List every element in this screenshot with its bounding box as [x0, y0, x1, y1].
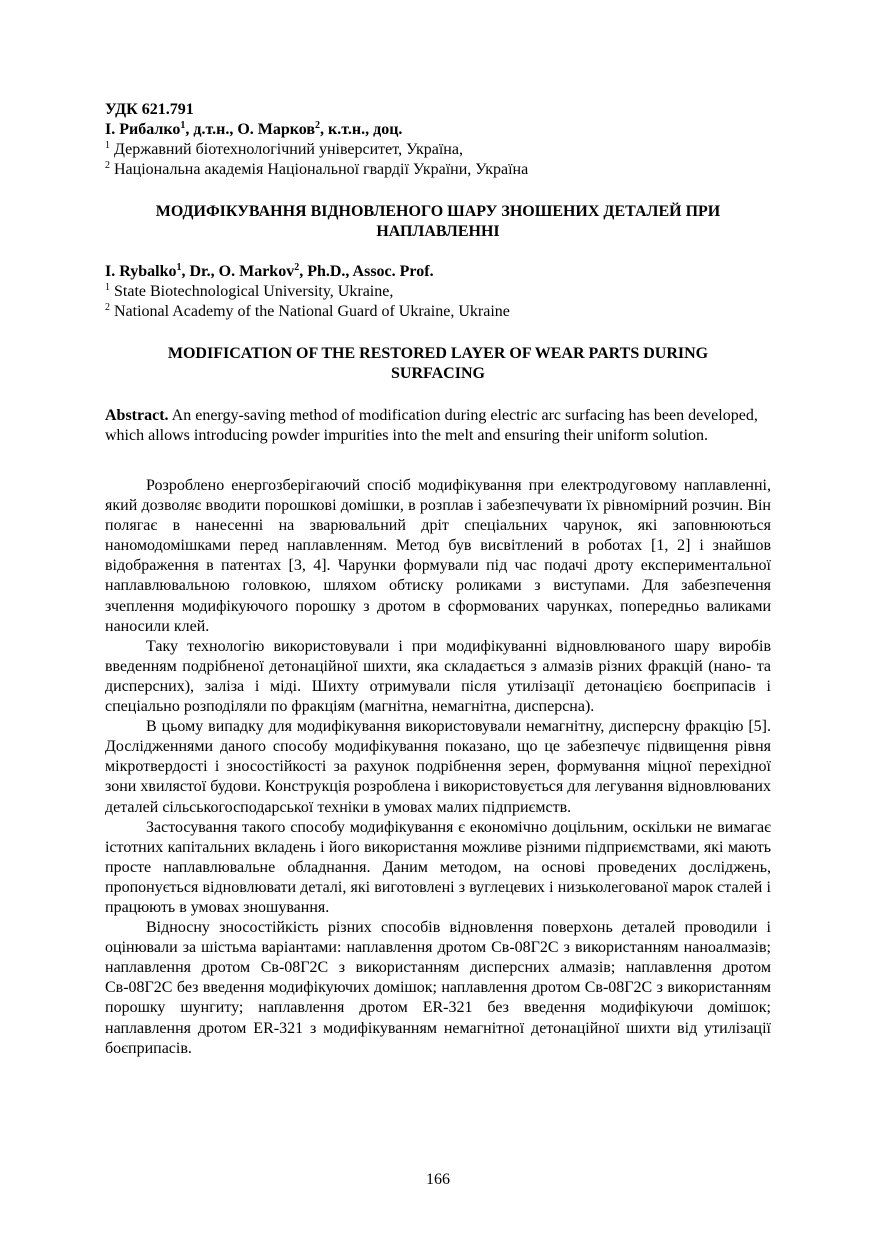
affiliation-en-2-text: National Academy of the National Guard of Ukraine, Ukraine: [110, 303, 510, 320]
author1-affil-mark-en: 1: [176, 262, 182, 273]
page-content: [105, 100, 771, 1059]
body-paragraph-2: Таку технологію використовували і при модифікуванні відновлюваного шару виробів введенням подрібненої детонаційної шихти, яка складається з алмазів різних фракцій (нано- та дисперсних), заліза і міді. Шихту отримували після утилізації детонацією боєприпасів і спеціально розподіляли по фракціям (магнітна, немагнітна, дисперсна).: [105, 637, 771, 716]
affiliation-ua-2-text: Національна академія Національної гвардії України, Україна: [110, 161, 529, 178]
abstract-text: An energy-saving method of modification during electric arc surfacing has been developed, which allows introducing powder impurities into the melt and ensuring their uniform solution.: [105, 407, 758, 444]
abstract: [105, 406, 771, 446]
author2-name-en: O. Markov: [218, 263, 295, 280]
affiliation-ua-1-text: Державний біотехнологічний університет, Україна,: [110, 141, 463, 158]
affiliation-ua-2-mark: 2: [105, 160, 110, 171]
author2-affil-mark-ua: 2: [315, 120, 321, 131]
author2-degree-en: , Ph.D., Assoc. Prof.: [299, 263, 434, 280]
affiliation-en-1-text: State Biotechnological University, Ukraine,: [110, 283, 394, 300]
authors-ua: [105, 120, 771, 140]
authors-en: [105, 262, 771, 282]
affiliation-en-1: [105, 282, 771, 302]
page-number: 166: [426, 1171, 450, 1188]
paper-title-en: MODIFICATION OF THE RESTORED LAYER OF WEAR PARTS DURING SURFACING: [167, 345, 709, 382]
affiliation-en-1-mark: 1: [105, 282, 110, 293]
body-paragraph-3: В цьому випадку для модифікування використовували немагнітну, дисперсну фракцію [5]. Дослідженнями даного способу модифікування показано, що це забезпечує підвищення рівня мікротвердості і зносостійкості за рахунок подрібнення зерен, формування міцної перехідної зони хвилястої будови. Конструкція розроблена і використовується для легування відновлюваних деталей сільськогосподарської техніки в умовах малих підприємств.: [105, 718, 771, 816]
author2-affil-mark-en: 2: [294, 262, 300, 273]
body-paragraph-4: Застосування такого способу модифікування є економічно доцільним, оскільки не вимагає істотних капітальних вкладень і його використання можливе різними підприємствами, які мають просте наплавлювальне обладнання. Даним методом, на основі проведених досліджень, пропонується відновлювати деталі, які виготовлені з вуглецевих і низьколегованої марок сталей і працюють в умовах зношування.: [105, 818, 771, 916]
affiliation-ua-2: [105, 160, 771, 180]
author1-affil-mark-ua: 1: [180, 120, 186, 131]
paper-title-ua: МОДИФІКУВАННЯ ВІДНОВЛЕНОГО ШАРУ ЗНОШЕНИХ ДЕТАЛЕЙ ПРИ НАПЛАВЛЕННІ: [155, 203, 721, 240]
affiliation-ua-1: [105, 140, 771, 160]
body-paragraph-5: Відносну зносостійкість різних способів відновлення поверхонь деталей проводили і оцінювали за шістьма варіантами: наплавлення дротом Св-08Г2С з використанням наноалмазів; наплавлення дротом Св-08Г2С з використанням дисперсних алмазів; наплавлення дротом Св-08Г2С без введення модифікуючих домішок; наплавлення дротом Св-08Г2С з використанням порошку шунгиту; наплавлення дротом ER-321 без введення модифікуючи домішок; наплавлення дротом ER-321 з модифікуванням немагнітної детонаційної шихти від утилізації боєприпасів.: [105, 919, 771, 1057]
author2-degree-ua: , к.т.н., доц.: [320, 121, 403, 138]
udk-code: УДК 621.791: [105, 101, 194, 118]
body-paragraph-1: Розроблено енергозберігаючий спосіб модифікування при електродуговому наплавленні, який дозволяє вводити порошкові домішки, в розплав і забезпечувати їх рівномірний розчин. Він полягає в нанесенні на зварювальний дріт спеціальних чарунок, які заповнюються наномодомішками перед наплавленням. Метод був висвітлений в роботах [1, 2] і знайшов відображення в патентах [3, 4]. Чарунки формували під час подачі дроту експериментальної наплавлювальною головкою, шляхом обтиску роликами з виступами. Для забезпечення зчеплення модифікуючого порошку з дротом в сформованих чарунках, попередньо валиками наносили клей.: [105, 477, 771, 635]
author1-degree-ua: , д.т.н.,: [185, 121, 238, 138]
affiliation-en-2: [105, 302, 771, 322]
author2-name-ua: О. Марков: [237, 121, 316, 138]
abstract-label: Abstract.: [105, 407, 169, 424]
author1-name-en: I. Rybalko: [105, 263, 177, 280]
author1-degree-en: , Dr.,: [181, 263, 219, 280]
affiliation-ua-1-mark: 1: [105, 140, 110, 151]
affiliation-en-2-mark: 2: [105, 302, 110, 313]
author1-name-ua: І. Рибалко: [105, 121, 181, 138]
